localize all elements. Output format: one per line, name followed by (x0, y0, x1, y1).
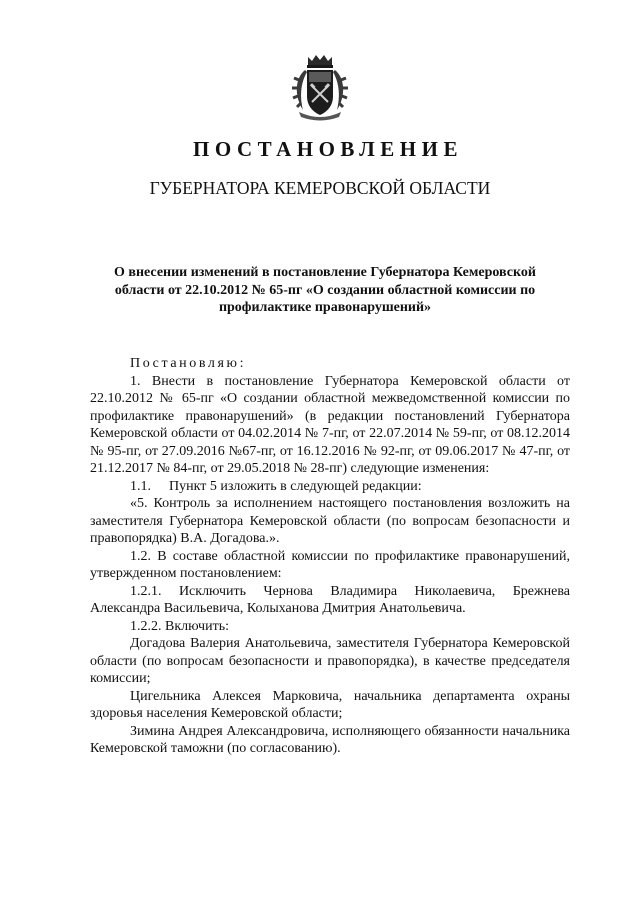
member-2: Цигельника Алексея Марковича, начальника департамента охраны здоровья населения Кемеровской области; (90, 688, 570, 721)
document-body (90, 355, 570, 758)
document-title: О внесении изменений в постановление Губернатора Кемеровской области от 22.10.2012 № 65-пг «О создании областной комиссии по профилактике правонарушений» (114, 265, 536, 315)
member-1: Догадова Валерия Анатольевича, заместителя Губернатора Кемеровской области (по вопросам безопасности и правопорядка), в качестве председателя комиссии; (90, 636, 570, 686)
paragraph-1-1 (90, 478, 570, 496)
paragraph-1-2-2: 1.2.2. Включить: (130, 618, 229, 634)
paragraph-1-1-quote: «5. Контроль за исполнением настоящего постановления возложить на заместителя Губернатора Кемеровской области (по вопросам безопасности и правопорядка) В.А. Догадова.». (90, 496, 570, 546)
paragraph-1-1-text: Пункт 5 изложить в следующей редакции: (169, 478, 422, 494)
decree-word: Постановляю: (130, 356, 247, 371)
paragraph-1-1-number: 1.1. (130, 478, 151, 494)
issuer-heading: ГУБЕРНАТОРА КЕМЕРОВСКОЙ ОБЛАСТИ (149, 178, 491, 198)
paragraph-1-2: 1.2. В составе областной комиссии по профилактике правонарушений, утвержденном постановлением: (90, 548, 570, 581)
coat-of-arms-emblem (291, 52, 349, 122)
member-3: Зимина Андрея Александровича, исполняющего обязанности начальника Кемеровской таможни (по согласованию). (90, 723, 570, 756)
paragraph-1-2-1: 1.2.1. Исключить Чернова Владимира Николаевича, Брежнева Александра Васильевича, Колыханова Дмитрия Анатольевича. (90, 583, 570, 616)
paragraph-1: 1. Внести в постановление Губернатора Кемеровской области от 22.10.2012 № 65-пг «О создании областной межведомственной комиссии по профилактике правонарушений» (в редакции постановлений Губернатора Кемеровской области от 04.02.2014 № 7-пг, от 22.07.2014 № 59-пг, от 08.12.2014 № 95-пг, от 27.09.2016 №67-пг, от 16.12.2016 № 92-пг, от 09.06.2017 № 47-пг, от 21.12.2017 № 84-пг, от 29.05.2018 № 28-пг) следующие изменения: (90, 373, 570, 476)
document-type-heading: ПОСТАНОВЛЕНИЕ (193, 137, 463, 161)
